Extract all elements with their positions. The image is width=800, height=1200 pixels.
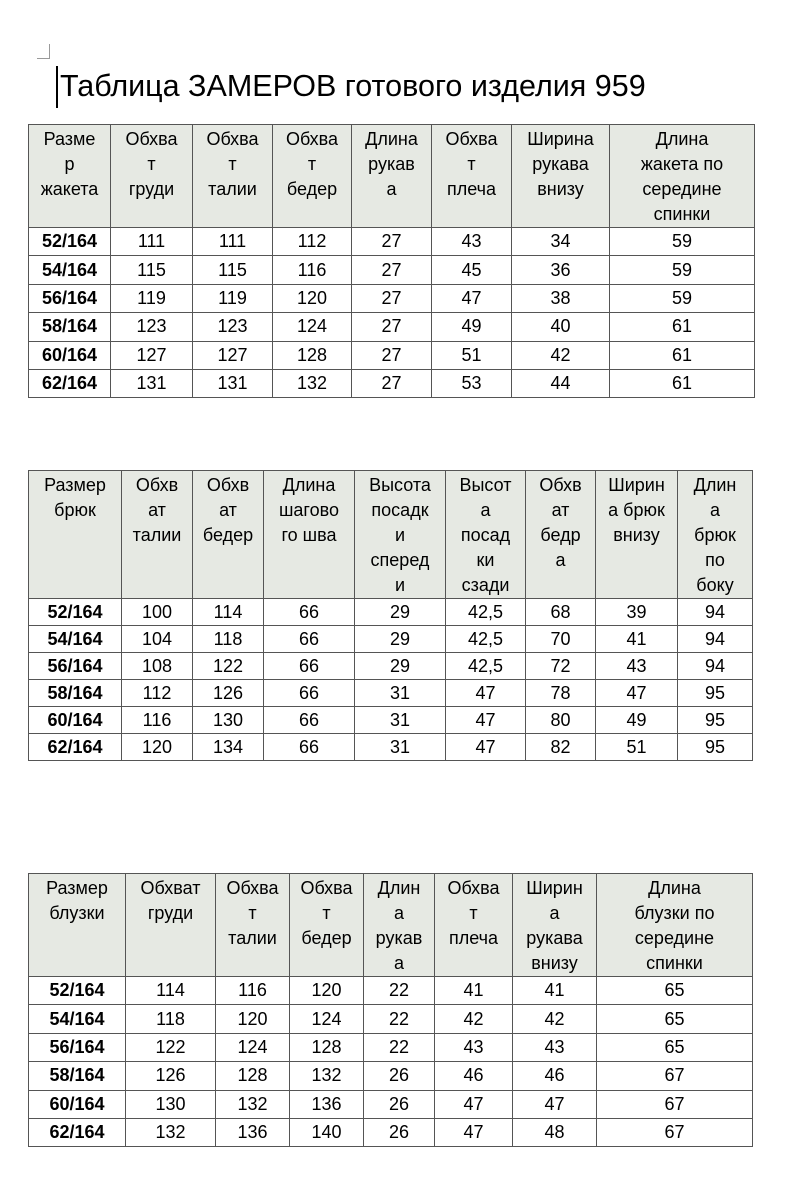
column-header: [597, 874, 753, 977]
value-cell: 46: [435, 1062, 513, 1090]
value-cell: 48: [513, 1118, 597, 1146]
size-cell: 60/164: [29, 707, 122, 734]
column-header: [29, 471, 122, 599]
column-header: [290, 874, 364, 977]
table-row: [29, 734, 753, 761]
value-cell: 42,5: [446, 653, 526, 680]
column-header: [216, 874, 290, 977]
column-header-line: рукава: [526, 928, 583, 948]
column-header: [111, 125, 193, 228]
column-header-line: т: [147, 154, 156, 174]
column-header-line: и: [394, 525, 406, 545]
column-header-line: а: [386, 179, 397, 199]
value-cell: 119: [193, 284, 273, 312]
column-header-line: бедер: [286, 179, 338, 199]
value-cell: 66: [264, 707, 355, 734]
value-cell: 67: [597, 1118, 753, 1146]
value-cell: 132: [216, 1090, 290, 1118]
column-header-line: т: [467, 154, 476, 174]
table-row: [29, 284, 755, 312]
value-cell: 124: [273, 313, 352, 341]
value-cell: 67: [597, 1090, 753, 1118]
value-cell: 114: [126, 977, 216, 1005]
value-cell: 47: [446, 707, 526, 734]
value-cell: 94: [678, 599, 753, 626]
header-row: [29, 471, 753, 599]
value-cell: 66: [264, 680, 355, 707]
blouse-measurements-table: [28, 873, 753, 1147]
column-header-line: а: [393, 953, 404, 973]
value-cell: 42,5: [446, 599, 526, 626]
column-header: [432, 125, 512, 228]
column-header: [126, 874, 216, 977]
value-cell: 120: [216, 1005, 290, 1033]
column-header-line: ат: [219, 500, 237, 520]
column-header: [364, 874, 435, 977]
value-cell: 42: [512, 341, 610, 369]
column-header-line: т: [228, 154, 237, 174]
value-cell: 47: [432, 284, 512, 312]
value-cell: 128: [273, 341, 352, 369]
column-header: [122, 471, 193, 599]
column-header-line: Ширина: [527, 129, 594, 149]
column-header: [352, 125, 432, 228]
value-cell: 120: [273, 284, 352, 312]
value-cell: 82: [526, 734, 596, 761]
column-header-line: Длина: [282, 475, 336, 495]
value-cell: 132: [126, 1118, 216, 1146]
column-header: [435, 874, 513, 977]
value-cell: 49: [432, 313, 512, 341]
value-cell: 43: [435, 1033, 513, 1061]
value-cell: 131: [111, 369, 193, 397]
value-cell: 51: [596, 734, 678, 761]
column-header-line: Обхв: [206, 475, 250, 495]
column-header-line: талии: [228, 928, 277, 948]
value-cell: 53: [432, 369, 512, 397]
header-row: [29, 874, 753, 977]
value-cell: 26: [364, 1090, 435, 1118]
size-cell: 62/164: [29, 369, 111, 397]
column-header-line: т: [248, 903, 257, 923]
value-cell: 124: [290, 1005, 364, 1033]
column-header-line: рукав: [368, 154, 415, 174]
value-cell: 26: [364, 1118, 435, 1146]
value-cell: 128: [290, 1033, 364, 1061]
size-cell: 52/164: [29, 599, 122, 626]
value-cell: 111: [193, 228, 273, 256]
value-cell: 42: [435, 1005, 513, 1033]
value-cell: 114: [193, 599, 264, 626]
value-cell: 38: [512, 284, 610, 312]
value-cell: 45: [432, 256, 512, 284]
column-header-line: т: [322, 903, 331, 923]
value-cell: 140: [290, 1118, 364, 1146]
column-header-line: а: [709, 500, 720, 520]
column-header-line: Обхва: [226, 878, 279, 898]
value-cell: 29: [355, 653, 446, 680]
table-row: [29, 680, 753, 707]
column-header-line: плеча: [446, 179, 497, 199]
column-header-line: середине: [642, 179, 722, 199]
value-cell: 130: [193, 707, 264, 734]
column-header-line: Длина: [648, 878, 701, 898]
page-corner-mark: [37, 44, 50, 59]
value-cell: 22: [364, 977, 435, 1005]
size-cell: 62/164: [29, 734, 122, 761]
column-header-line: Обхва: [445, 129, 498, 149]
value-cell: 31: [355, 707, 446, 734]
table-row: [29, 626, 753, 653]
column-header: [446, 471, 526, 599]
column-header-line: Обхв: [539, 475, 582, 495]
value-cell: 66: [264, 626, 355, 653]
column-header-line: Длина: [365, 129, 418, 149]
value-cell: 78: [526, 680, 596, 707]
value-cell: 112: [273, 228, 352, 256]
value-cell: 122: [193, 653, 264, 680]
value-cell: 46: [513, 1062, 597, 1090]
column-header-line: внизу: [537, 179, 584, 199]
value-cell: 51: [432, 341, 512, 369]
table-row: [29, 369, 755, 397]
column-header-line: ки: [476, 550, 495, 570]
value-cell: 47: [513, 1090, 597, 1118]
value-cell: 134: [193, 734, 264, 761]
table-row: [29, 228, 755, 256]
value-cell: 31: [355, 680, 446, 707]
value-cell: 119: [111, 284, 193, 312]
column-header-line: а: [480, 500, 491, 520]
value-cell: 27: [352, 313, 432, 341]
column-header: [610, 125, 755, 228]
value-cell: 115: [193, 256, 273, 284]
column-header-line: жакета: [40, 179, 99, 199]
table-row: [29, 1033, 753, 1061]
column-header: [596, 471, 678, 599]
table-row: [29, 313, 755, 341]
value-cell: 66: [264, 653, 355, 680]
column-header-line: Обхва: [447, 878, 500, 898]
value-cell: 26: [364, 1062, 435, 1090]
value-cell: 43: [596, 653, 678, 680]
column-header-line: середине: [634, 928, 715, 948]
value-cell: 59: [610, 228, 755, 256]
column-header-line: сзади: [461, 575, 510, 595]
size-cell: 58/164: [29, 680, 122, 707]
value-cell: 132: [290, 1062, 364, 1090]
value-cell: 126: [126, 1062, 216, 1090]
value-cell: 61: [610, 369, 755, 397]
value-cell: 127: [193, 341, 273, 369]
value-cell: 44: [512, 369, 610, 397]
column-header-line: Длина: [655, 129, 709, 149]
column-header: [273, 125, 352, 228]
document-title: Таблица ЗАМЕРОВ готового изделия 959: [60, 69, 646, 103]
column-header: [678, 471, 753, 599]
value-cell: 118: [193, 626, 264, 653]
value-cell: 42,5: [446, 626, 526, 653]
column-header-line: Высот: [459, 475, 512, 495]
column-header: [193, 471, 264, 599]
value-cell: 27: [352, 341, 432, 369]
column-header-line: Обхва: [125, 129, 178, 149]
table-row: [29, 256, 755, 284]
column-header-line: блузки: [49, 903, 105, 923]
value-cell: 47: [435, 1118, 513, 1146]
column-header-line: посад: [460, 525, 511, 545]
size-cell: 52/164: [29, 977, 126, 1005]
column-header-line: а: [549, 903, 560, 923]
column-header-line: Размер: [46, 878, 108, 898]
value-cell: 41: [513, 977, 597, 1005]
header-row: [29, 125, 755, 228]
column-header-line: боку: [696, 575, 734, 595]
column-header: [526, 471, 596, 599]
value-cell: 95: [678, 734, 753, 761]
text-cursor: [56, 66, 58, 108]
value-cell: 29: [355, 599, 446, 626]
value-cell: 80: [526, 707, 596, 734]
table-row: [29, 599, 753, 626]
column-header-line: т: [307, 154, 317, 174]
value-cell: 59: [610, 284, 755, 312]
value-cell: 43: [432, 228, 512, 256]
value-cell: 128: [216, 1062, 290, 1090]
value-cell: 66: [264, 734, 355, 761]
pants-measurements-table: [28, 470, 753, 761]
column-header-line: Обхва: [300, 878, 353, 898]
value-cell: 67: [597, 1062, 753, 1090]
value-cell: 27: [352, 284, 432, 312]
value-cell: 65: [597, 1033, 753, 1061]
value-cell: 31: [355, 734, 446, 761]
value-cell: 126: [193, 680, 264, 707]
value-cell: 136: [216, 1118, 290, 1146]
value-cell: 59: [610, 256, 755, 284]
value-cell: 118: [126, 1005, 216, 1033]
size-cell: 56/164: [29, 653, 122, 680]
column-header: [193, 125, 273, 228]
value-cell: 41: [435, 977, 513, 1005]
column-header: [513, 874, 597, 977]
column-header-line: Обхва: [285, 129, 339, 149]
value-cell: 94: [678, 626, 753, 653]
jacket-measurements-table: [28, 124, 755, 398]
value-cell: 116: [122, 707, 193, 734]
column-header-line: бедер: [202, 525, 254, 545]
column-header-line: спинки: [646, 953, 703, 973]
value-cell: 127: [111, 341, 193, 369]
column-header-line: внизу: [531, 953, 578, 973]
value-cell: 100: [122, 599, 193, 626]
column-header-line: Обхват: [140, 878, 201, 898]
value-cell: 72: [526, 653, 596, 680]
value-cell: 36: [512, 256, 610, 284]
column-header-line: спинки: [653, 204, 711, 224]
value-cell: 132: [273, 369, 352, 397]
column-header-line: т: [469, 903, 478, 923]
size-cell: 54/164: [29, 626, 122, 653]
column-header-line: жакета по: [640, 154, 724, 174]
column-header-line: блузки по: [634, 903, 715, 923]
column-header-line: брюк: [54, 500, 96, 520]
value-cell: 123: [111, 313, 193, 341]
value-cell: 49: [596, 707, 678, 734]
value-cell: 130: [126, 1090, 216, 1118]
table-row: [29, 1090, 753, 1118]
column-header-line: рукав: [375, 928, 423, 948]
size-cell: 56/164: [29, 1033, 126, 1061]
value-cell: 27: [352, 256, 432, 284]
value-cell: 43: [513, 1033, 597, 1061]
table-row: [29, 653, 753, 680]
value-cell: 122: [126, 1033, 216, 1061]
column-header-line: груди: [147, 903, 194, 923]
column-header-line: а: [393, 903, 404, 923]
value-cell: 95: [678, 680, 753, 707]
column-header-line: Высота: [369, 475, 431, 495]
value-cell: 22: [364, 1005, 435, 1033]
column-header-line: ат: [551, 500, 570, 520]
column-header-line: Обхв: [135, 475, 179, 495]
column-header: [29, 874, 126, 977]
column-header-line: а: [555, 550, 566, 570]
table-row: [29, 1005, 753, 1033]
value-cell: 47: [596, 680, 678, 707]
value-cell: 42: [513, 1005, 597, 1033]
value-cell: 136: [290, 1090, 364, 1118]
column-header-line: ат: [148, 500, 166, 520]
column-header-line: по: [705, 550, 725, 570]
size-cell: 58/164: [29, 1062, 126, 1090]
value-cell: 29: [355, 626, 446, 653]
size-cell: 60/164: [29, 341, 111, 369]
value-cell: 27: [352, 228, 432, 256]
value-cell: 66: [264, 599, 355, 626]
value-cell: 22: [364, 1033, 435, 1061]
value-cell: 65: [597, 977, 753, 1005]
value-cell: 95: [678, 707, 753, 734]
column-header: [29, 125, 111, 228]
value-cell: 124: [216, 1033, 290, 1061]
column-header-line: талии: [132, 525, 182, 545]
value-cell: 131: [193, 369, 273, 397]
value-cell: 65: [597, 1005, 753, 1033]
column-header-line: Ширин: [526, 878, 583, 898]
table-row: [29, 341, 755, 369]
value-cell: 116: [216, 977, 290, 1005]
column-header-line: плеча: [448, 928, 499, 948]
column-header-line: посадк: [371, 500, 429, 520]
table-row: [29, 1118, 753, 1146]
column-header-line: рукава: [532, 154, 589, 174]
size-cell: 54/164: [29, 1005, 126, 1033]
value-cell: 115: [111, 256, 193, 284]
value-cell: 61: [610, 341, 755, 369]
size-cell: 52/164: [29, 228, 111, 256]
value-cell: 120: [290, 977, 364, 1005]
column-header-line: внизу: [613, 525, 660, 545]
value-cell: 27: [352, 369, 432, 397]
value-cell: 47: [435, 1090, 513, 1118]
column-header-line: бедр: [540, 525, 581, 545]
value-cell: 94: [678, 653, 753, 680]
column-header-line: Длин: [693, 475, 737, 495]
value-cell: 116: [273, 256, 352, 284]
size-cell: 62/164: [29, 1118, 126, 1146]
column-header-line: шагово: [278, 500, 339, 520]
value-cell: 108: [122, 653, 193, 680]
size-cell: 58/164: [29, 313, 111, 341]
table-row: [29, 1062, 753, 1090]
value-cell: 61: [610, 313, 755, 341]
value-cell: 47: [446, 680, 526, 707]
value-cell: 70: [526, 626, 596, 653]
value-cell: 120: [122, 734, 193, 761]
value-cell: 40: [512, 313, 610, 341]
value-cell: 47: [446, 734, 526, 761]
value-cell: 104: [122, 626, 193, 653]
size-cell: 56/164: [29, 284, 111, 312]
value-cell: 111: [111, 228, 193, 256]
column-header-line: Длин: [377, 878, 421, 898]
value-cell: 68: [526, 599, 596, 626]
size-cell: 60/164: [29, 1090, 126, 1118]
column-header-line: груди: [128, 179, 175, 199]
column-header-line: талии: [208, 179, 257, 199]
column-header-line: бедер: [301, 928, 352, 948]
value-cell: 112: [122, 680, 193, 707]
column-header-line: брюк: [694, 525, 736, 545]
size-cell: 54/164: [29, 256, 111, 284]
column-header: [355, 471, 446, 599]
value-cell: 41: [596, 626, 678, 653]
column-header-line: Размер: [44, 475, 106, 495]
value-cell: 39: [596, 599, 678, 626]
column-header-line: Ширин: [608, 475, 665, 495]
column-header-line: Разме: [43, 129, 96, 149]
table-row: [29, 707, 753, 734]
table-row: [29, 977, 753, 1005]
column-header: [512, 125, 610, 228]
column-header-line: Обхва: [206, 129, 259, 149]
column-header-line: го шва: [281, 525, 337, 545]
column-header: [264, 471, 355, 599]
value-cell: 34: [512, 228, 610, 256]
column-header-line: и: [394, 575, 406, 595]
column-header-line: а брюк: [608, 500, 665, 520]
column-header-line: р: [64, 154, 75, 174]
column-header-line: сперед: [370, 550, 430, 570]
value-cell: 123: [193, 313, 273, 341]
